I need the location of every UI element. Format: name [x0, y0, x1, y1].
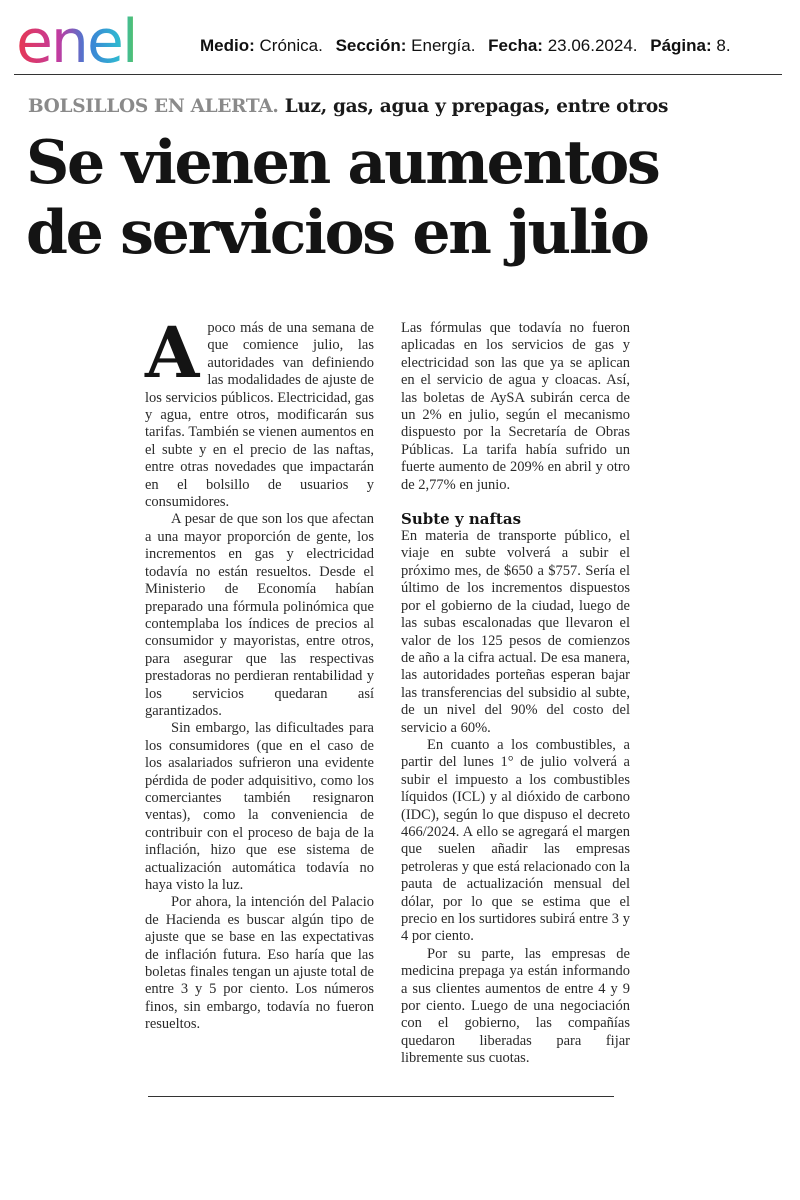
drop-cap: A — [145, 311, 200, 394]
paragraph-4: Por ahora, la intención del Palacio de Hacienda es buscar algún tipo de ajuste que se base en las expectativas de inflación futura. Eso haría que las boletas finales tengan un ajuste total de entre 3 y 5 por ciento. Los números finos, sin embargo, todavía no fueron resueltos. — [145, 894, 374, 1033]
fecha-value: 23.06.2024. — [547, 36, 638, 55]
medio-label: Medio: — [200, 36, 255, 55]
headline-line-2: de servicios en julio — [26, 198, 648, 268]
section-subhead: Subte y naftas — [401, 510, 522, 529]
headline-line-1: Se vienen aumentos — [26, 128, 659, 198]
paragraph-6: En materia de transporte público, el viaje en subte volverá a subir el próximo mes, de $650 a $757. Sería el último de los incrementos dispuestos por el gobierno de la ciudad, luego de las subas escalonadas que llevaron el valor de los 125 pesos de comienzos de año a la cifra actual. De esa manera, las autoridades porteñas esperan bajar las transferencias del subsidio al subte, de un nivel del 90% del costo del servicio a 60%. — [401, 528, 630, 736]
header-divider — [14, 74, 782, 75]
kicker-topic: Luz, gas, agua y prepagas, entre otros — [278, 96, 669, 117]
logo-wordmark: enel — [16, 7, 137, 72]
kicker-section: BOLSILLOS EN ALERTA. — [28, 96, 279, 117]
pagina-label: Página: — [650, 36, 712, 55]
article-column-2 — [401, 320, 630, 1068]
seccion-label: Sección: — [335, 36, 407, 55]
article-kicker — [28, 96, 788, 117]
paragraph-8: Por su parte, las empresas de medicina prepaga ya están informando a sus clientes aumentos de entre 4 y 9 por ciento. Luego de una negociación con el gobierno, las compañías quedaron liberadas para fijar libremente sus cuotas. — [401, 945, 630, 1067]
article-column-1 — [145, 311, 374, 1034]
seccion-value: Energía. — [411, 36, 476, 55]
paragraph-7: En cuanto a los combustibles, a partir del lunes 1° de julio volverá a subir el impuesto a los combustibles líquidos (ICL) y al dióxido de carbono (IDC), según lo que dispuso el decreto 466/2024. A ello se agregará el margen que suelen añadir las empresas petroleras y que está relacionado con la pauta de actualización mensual del dólar, por lo que se estima que el precio en los surtidores subirá entre 3 y 4 por ciento. — [401, 736, 630, 945]
paragraph-5-continued: Las fórmulas que todavía no fueron aplicadas en los servicios de gas y electricidad son las que ya se aplican en el servicio de agua y cloacas. Así, las boletas de AySA subirán cerca de un 2% en julio, según el mecanismo dispuesto por la Secretaría de Obras Públicas. La tarifa había sufrido un fuerte aumento de 209% en abril y otro de 2,77% en junio. — [401, 320, 630, 493]
fecha-label: Fecha: — [488, 36, 543, 55]
clipping-meta — [200, 36, 790, 56]
pagina-value: 8. — [716, 36, 731, 55]
article-headline — [26, 128, 786, 268]
paragraph-2: A pesar de que son los que afectan a una mayor proporción de gente, los incrementos en gas y electricidad todavía no están resueltos. Desde el Ministerio de Economía habían preparado una fórmula polinómica que contemplaba los índices de precios al consumidor y mayoristas, entre otros, para asegurar que las respectivas prestadoras no perdieran rentabilidad y los servicios quedaran así garantizados. — [145, 511, 374, 719]
clipping-header — [0, 0, 800, 80]
paragraph-3: Sin embargo, las dificultades para los consumidores (que en el caso de los asalariados sufrieron una evidente pérdida de poder adquisitivo, como los comerciantes también resignaron ventas), como la conveniencia de contribuir con el proceso de baja de la inflación, hizo que ese sistema de actualización automática todavía no haya visto la luz. — [145, 720, 374, 893]
paragraph-1 — [145, 311, 374, 511]
bottom-divider — [148, 1096, 614, 1097]
paragraph-1-text: poco más de una semana de que comience julio, las autoridades van definiendo las modalidades de ajuste de los servicios públicos. Electricidad, gas y agua, entre otros, modificarán sus tarifas. También se vienen aumentos en el subte y en el precio de las naftas, entre otras novedades que impactarán en el bolsillo de usuarios y consumidores. — [145, 320, 374, 511]
enel-logo — [14, 6, 194, 72]
medio-value: Crónica. — [259, 36, 323, 55]
enel-logo-icon — [14, 6, 194, 72]
